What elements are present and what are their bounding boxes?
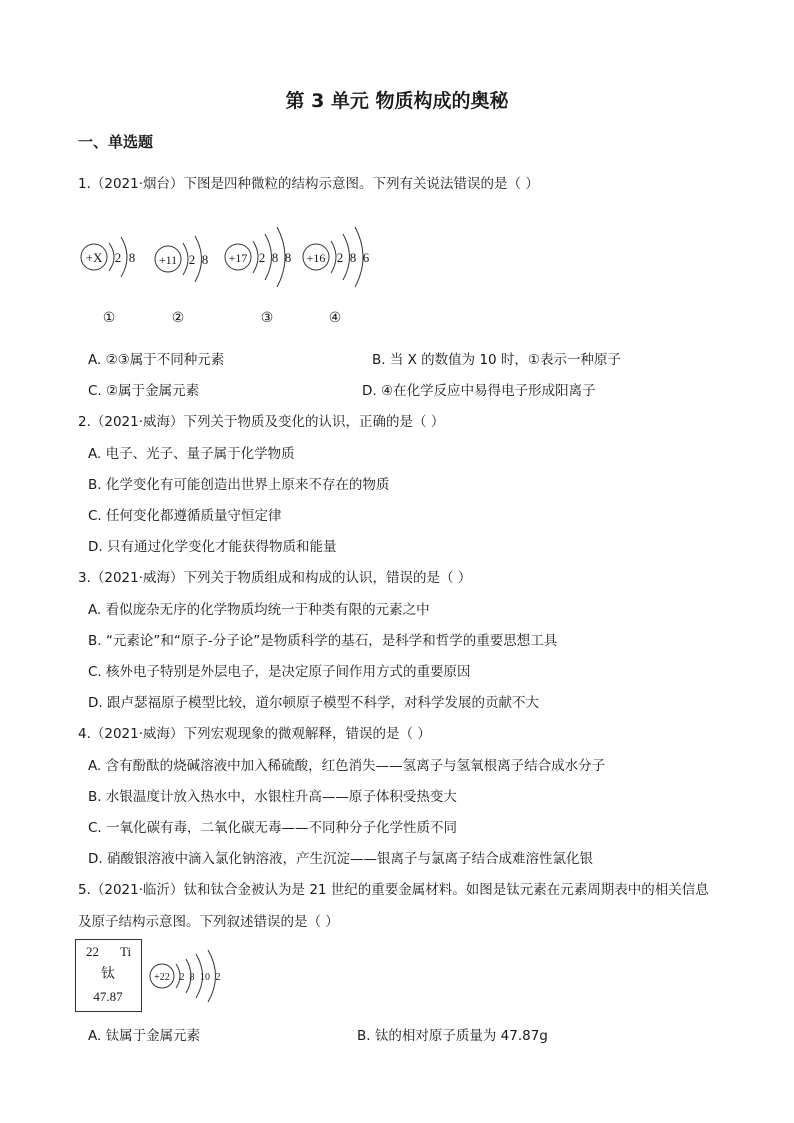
question-2-option-d: D. 只有通过化学变化才能获得物质和能量 [88,539,337,555]
shell-electrons: 10 [200,972,210,983]
question-4-option-a: A. 含有酚酞的烧碱溶液中加入稀硫酸，红色消失——氢离子与氢氧根离子结合成水分子 [88,758,606,774]
shell-electrons: 2 [114,250,122,265]
shell-electrons: 8 [349,250,357,265]
electron-shell-arc [195,236,202,282]
question-4-stem: 4.（2021·威海）下列宏观现象的微观解释，错误的是（ ） [78,726,431,742]
question-4-option-d: D. 硝酸银溶液中滴入氯化钠溶液，产生沉淀——银离子与氯离子结合成难溶性氯化银 [88,851,593,867]
atom-structure-diagrams [70,205,390,325]
electron-shell-arc [253,241,258,273]
titanium-element-figure [74,938,234,1014]
question-5-stem: 5.（2021·临沂）钛和钛合金被认为是 21 世纪的重要金属材料。如图是钛元素在元素周期表中的相关信息 [78,882,709,898]
electron-shell-arc [121,237,127,277]
diagram-label: ④ [328,311,342,325]
titanium-atom-diagram [150,950,221,1002]
element-symbol: Ti [120,944,132,959]
question-2-option-b: B. 化学变化有可能创造出世界上原来不存在的物质 [88,477,390,493]
nucleus-charge: +22 [154,972,170,983]
question-4-option-c: C. 一氧化碳有毒，二氧化碳无毒——不同种分子化学性质不同 [88,820,458,836]
electron-shell-arc [183,243,188,275]
shell-electrons: 8 [271,250,279,265]
question-3-option-d: D. 跟卢瑟福原子模型比较，道尔顿原子模型不科学，对科学发展的贡献不大 [88,695,539,711]
diagram-label: ② [171,311,185,325]
question-5-option-b: B. 钛的相对原子质量为 47.87g [357,1028,548,1044]
nucleus-charge: +11 [158,253,178,267]
question-5-option-a: A. 钛属于金属元素 [88,1028,201,1044]
nucleus-charge: +16 [306,251,326,265]
diagram-label: ③ [260,311,274,325]
question-5-stem-continued: 及原子结构示意图。下列叙述错误的是（ ） [78,914,339,930]
page-title: 第 3 单元 物质构成的奥秘 [285,90,509,112]
question-1-option-c: C. ②属于金属元素 [88,383,200,399]
question-3-option-b: B. “元素论”和“原子-分子论”是物质科学的基石，是科学和哲学的重要思想工具 [88,633,558,649]
question-2-option-a: A. 电子、光子、量子属于化学物质 [88,446,295,462]
atom-diagram-4 [303,227,370,325]
shell-electrons: 2 [179,972,185,983]
nucleus-charge: +X [85,250,103,265]
question-3-option-c: C. 核外电子特别是外层电子，是决定原子间作用方式的重要原因 [88,664,471,680]
question-4-option-b: B. 水银温度计放入热水中，水银柱升高——原子体积受热变大 [88,789,457,805]
question-3-option-a: A. 看似庞杂无序的化学物质均统一于种类有限的元素之中 [88,602,430,618]
shell-electrons: 8 [284,250,292,265]
electron-shell-arc [331,241,336,273]
element-name: 钛 [101,967,115,982]
shell-electrons: 2 [336,250,344,265]
diagram-label: ① [102,311,116,325]
electron-shell-arc [265,234,272,280]
question-3-stem: 3.（2021·威海）下列关于物质组成和构成的认识，错误的是（ ） [78,570,472,586]
atom-diagram-1 [81,237,135,325]
shell-electrons: 2 [258,250,266,265]
atomic-mass: 47.87 [93,989,123,1004]
electron-shell-arc [109,243,114,271]
question-2-option-c: C. 任何变化都遵循质量守恒定律 [88,508,282,524]
shell-electrons: 2 [188,252,196,267]
section-heading: 一、单选题 [78,133,154,151]
question-1-option-d: D. ④在化学反应中易得电子形成阳离子 [362,383,596,399]
shell-electrons: 2 [215,972,221,983]
nucleus-charge: +17 [228,251,248,265]
question-1-option-a: A. ②③属于不同种元素 [88,352,225,368]
atomic-number: 22 [86,944,99,959]
atom-diagram-2 [155,236,208,325]
electron-shell-arc [343,234,350,280]
question-2-stem: 2.（2021·威海）下列关于物质及变化的认识，正确的是（ ） [78,414,445,430]
shell-electrons: 8 [201,252,209,267]
shell-electrons: 8 [189,972,195,983]
shell-electrons: 8 [128,250,136,265]
question-1-option-b: B. 当 X 的数值为 10 时，①表示一种原子 [372,352,622,368]
periodic-table-cell [76,940,142,1012]
question-1-stem: 1.（2021·烟台）下图是四种微粒的结构示意图。下列有关说法错误的是（ ） [78,176,539,192]
shell-electrons: 6 [362,250,370,265]
atom-diagram-3 [225,227,291,325]
